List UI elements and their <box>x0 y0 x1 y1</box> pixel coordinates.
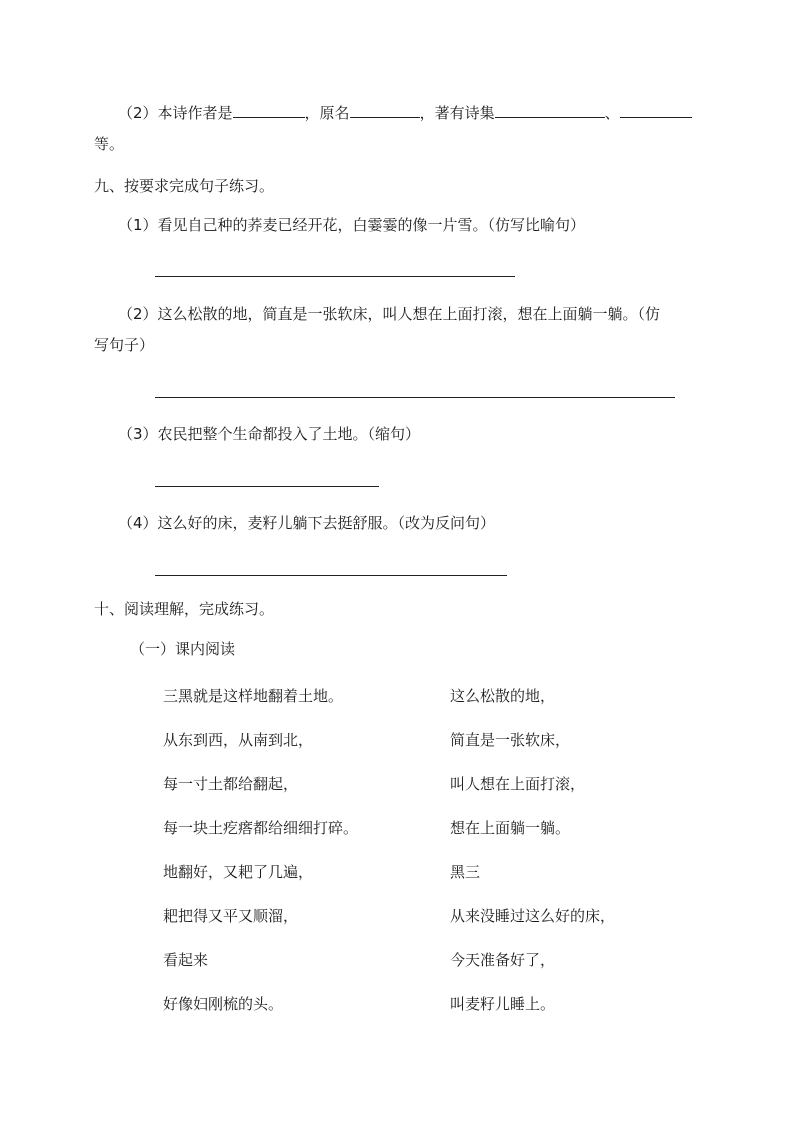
poem-right-line: 叫麦籽儿睡上。 <box>450 995 556 1013</box>
q9-item2-answer-line[interactable] <box>155 397 675 398</box>
q10-title: 十、阅读理解，完成练习。 <box>94 600 275 618</box>
q9-title: 九、按要求完成句子练习。 <box>94 177 275 195</box>
poem-right-line: 黑三 <box>450 863 481 881</box>
poem-left-line: 从东到西，从南到北， <box>163 731 314 749</box>
q9-item1-answer-line[interactable] <box>155 276 515 277</box>
poetry-collection-blank-1[interactable] <box>495 103 605 118</box>
q9-item2-text: （2）这么松散的地，简直是一张软床，叫人想在上面打滚，想在上面躺一躺。（仿 <box>118 305 661 323</box>
q8-part2-line <box>118 103 692 123</box>
q8-part2-sep2: ，著有诗集 <box>419 104 495 122</box>
q9-item1-text: （1）看见自己种的荞麦已经开花，白霎霎的像一片雪。（仿写比喻句） <box>118 216 586 234</box>
poem-right-line: 叫人想在上面打滚， <box>450 775 586 793</box>
q8-part2-sep1: ，原名 <box>304 104 350 122</box>
poem-right-line: 这么松散的地， <box>450 687 556 705</box>
q10-section-title: （一）课内阅读 <box>130 640 236 658</box>
q8-part2-prefix: （2）本诗作者是 <box>118 104 233 122</box>
author-blank[interactable] <box>233 103 305 118</box>
q8-part2-sep3: 、 <box>604 104 620 122</box>
poem-right-line: 想在上面躺一躺。 <box>450 819 571 837</box>
poem-left-line: 看起来 <box>163 951 209 969</box>
poem-right-line: 从来没睡过这么好的床， <box>450 907 616 925</box>
poem-left-line: 好像妇刚梳的头。 <box>163 995 284 1013</box>
q9-item4-text: （4）这么好的床，麦籽儿躺下去挺舒服。（改为反问句） <box>118 514 496 532</box>
poem-left-line: 每一块土疙瘩都给细细打碎。 <box>163 819 359 837</box>
original-name-blank[interactable] <box>350 103 420 118</box>
poem-left-line: 地翻好，又耙了几遍， <box>163 863 314 881</box>
poetry-collection-blank-2[interactable] <box>620 103 692 118</box>
q9-item3-answer-line[interactable] <box>155 486 379 487</box>
q8-part2-end: 等。 <box>94 135 125 153</box>
poem-left-line: 耙把得又平又顺溜， <box>163 907 299 925</box>
poem-right-line: 今天准备好了， <box>450 951 556 969</box>
poem-left-line: 三黑就是这样地翻着土地。 <box>163 687 344 705</box>
poem-left-line: 每一寸土都给翻起， <box>163 775 299 793</box>
q9-item2-text-cont: 写句子） <box>94 336 155 354</box>
q9-item4-answer-line[interactable] <box>155 575 507 576</box>
q9-item3-text: （3）农民把整个生命都投入了土地。（缩句） <box>118 425 421 443</box>
poem-right-line: 简直是一张软床， <box>450 731 571 749</box>
